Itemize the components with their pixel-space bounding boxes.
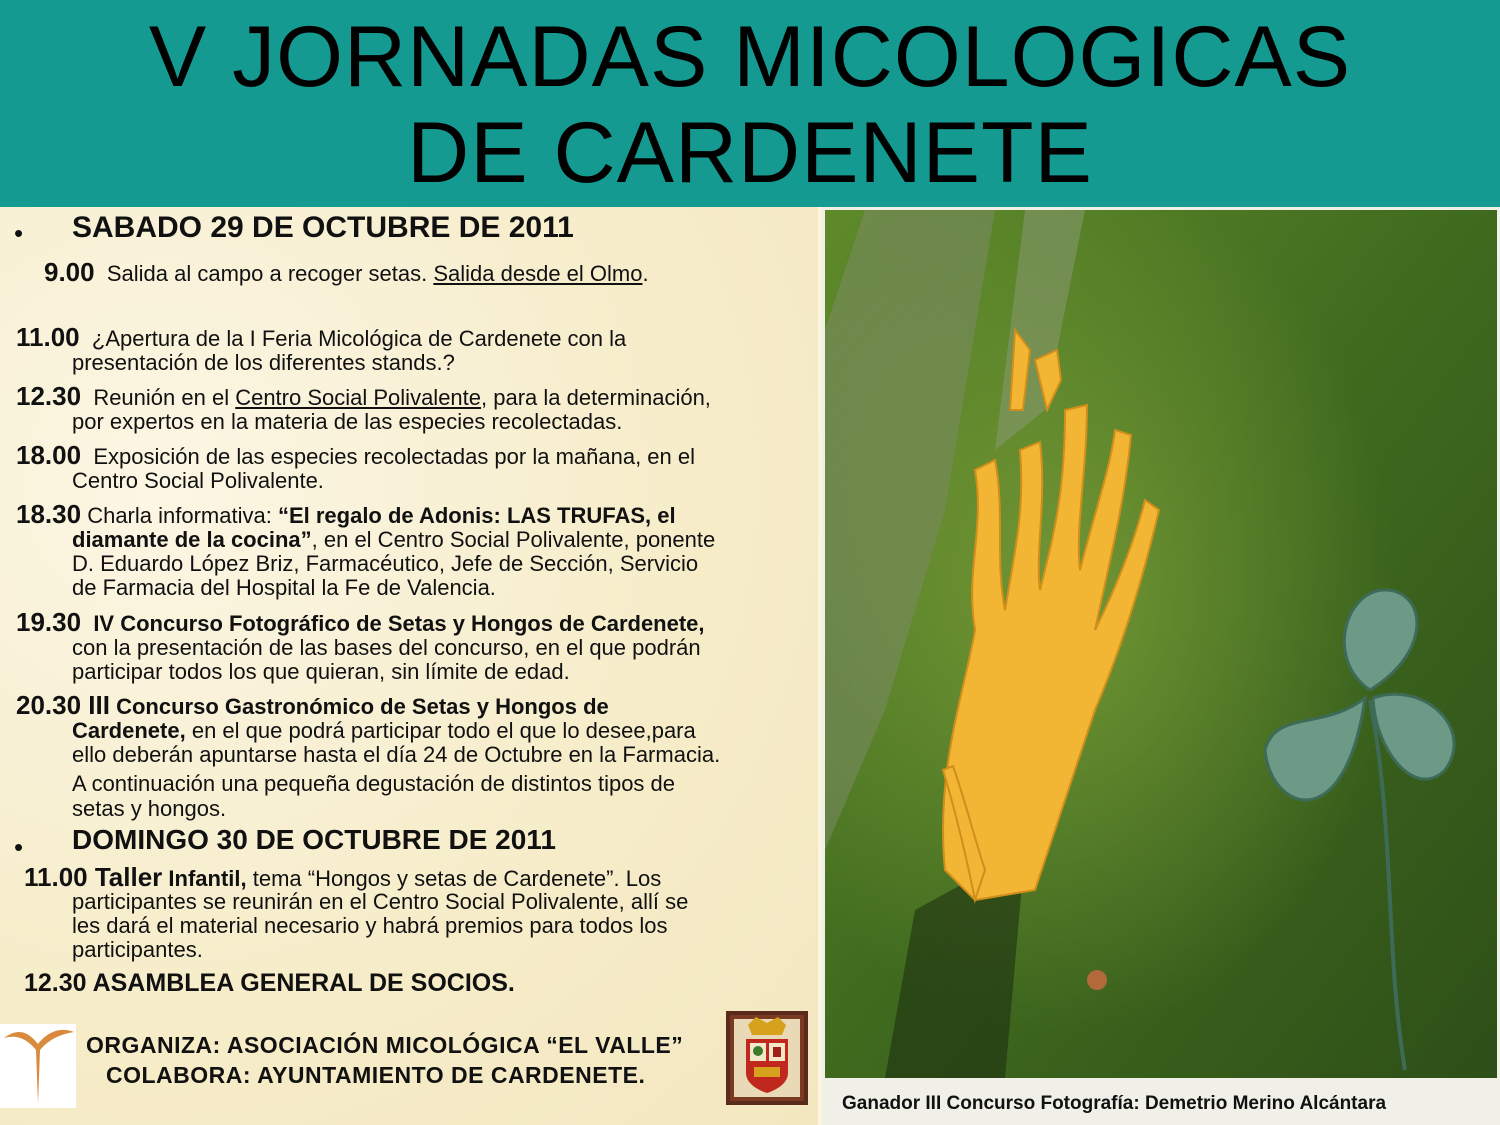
event-text-bold: diamante de la cocina”: [72, 527, 312, 552]
event-11-l2: presentación de los diferentes stands.?: [72, 350, 455, 375]
event-text-bold: IV Concurso Fotográfico de Setas y Hongos de Cardenete,: [93, 611, 705, 636]
event-1830-l3: D. Eduardo López Briz, Farmacéutico, Jefe de Sección, Servicio: [72, 551, 699, 576]
event-time: 9.00: [44, 257, 95, 287]
day1-heading: SABADO 29 DE OCTUBRE DE 2011: [72, 211, 574, 244]
event-time: 11.00 Taller: [24, 862, 163, 892]
event-time: 18.00: [16, 440, 82, 470]
event-link[interactable]: Centro Social Polivalente: [235, 385, 482, 410]
event-sun-11-l4: participantes.: [72, 937, 203, 962]
town-coat-of-arms: [726, 1011, 808, 1105]
event-1230-l2: por expertos en la materia de las especies recolectadas.: [72, 409, 623, 434]
event-11: [16, 322, 626, 353]
event-1830-l2: [72, 527, 715, 553]
event-1930: [16, 607, 705, 638]
event-text: Reunión en el: [93, 385, 236, 410]
event-link[interactable]: Salida desde el Olmo: [433, 261, 643, 286]
event-2030-l2: [72, 718, 696, 744]
event-text: en el que podrá participar todo el que lo desee,para: [185, 718, 696, 743]
event-2030-l4: A continuación una pequeña degustación de distintos tipos de: [72, 771, 676, 796]
event-9: [44, 257, 649, 288]
event-time: 20.30 III: [16, 690, 110, 720]
event-1230: [16, 381, 711, 412]
event-time: 18.30: [16, 499, 82, 529]
header-banner: [0, 0, 1500, 207]
colabora-line: COLABORA: AYUNTAMIENTO DE CARDENETE.: [106, 1062, 646, 1088]
photo-panel: [822, 207, 1500, 1125]
event-text: , en el Centro Social Polivalente, ponente: [311, 527, 716, 552]
page-title: V JORNADAS MICOLOGICAS DE CARDENETE: [148, 9, 1352, 201]
event-text: Exposición de las especies recolectadas por la mañana, en el: [93, 444, 696, 469]
bullet: •: [14, 218, 24, 248]
event-2030-l5: setas y hongos.: [72, 796, 227, 821]
event-text-bold: Infantil,: [168, 866, 247, 891]
photo-caption: Ganador III Concurso Fotografía: Demetrio Merino Alcántara: [842, 1093, 1387, 1114]
bullet: •: [14, 832, 24, 862]
event-text: tema “Hongos y setas de Cardenete”. Los: [246, 866, 662, 891]
event-time: 11.00: [16, 322, 80, 352]
event-1830-l4: de Farmacia del Hospital la Fe de Valencia.: [72, 575, 496, 600]
event-1930-l3: participar todos los que quieran, sin límite de edad.: [72, 659, 570, 684]
day2-heading: DOMINGO 30 DE OCTUBRE DE 2011: [72, 824, 556, 855]
mushroom-photo: [825, 210, 1497, 1078]
event-sun-11-l3: les dará el material necesario y habrá premios para todos los: [72, 913, 668, 938]
event-text-bold: Cardenete,: [72, 718, 186, 743]
association-logo: [0, 1024, 76, 1108]
event-text: , para la determinación,: [481, 385, 711, 410]
event-asamblea: 12.30 ASAMBLEA GENERAL DE SOCIOS.: [24, 969, 515, 997]
event-time: 12.30: [16, 381, 82, 411]
event-text: Charla informativa:: [87, 503, 278, 528]
event-2030-l3: ello deberán apuntarse hasta el día 24 de Octubre en la Farmacia.: [72, 742, 721, 767]
event-text: Salida al campo a recoger setas.: [106, 261, 434, 286]
event-1830: [16, 499, 676, 530]
event-1930-l2: con la presentación de las bases del concurso, en el que podrán: [72, 635, 701, 660]
organiza-line: ORGANIZA: ASOCIACIÓN MICOLÓGICA “EL VALLE”: [86, 1032, 684, 1058]
event-sun-11-l2: participantes se reunirán en el Centro Social Polivalente, allí se: [72, 889, 689, 914]
event-text-bold: Concurso Gastronómico de Setas y Hongos de: [116, 694, 609, 719]
event-time: 19.30: [16, 607, 82, 637]
event-2030: [16, 690, 609, 721]
event-text: ¿Apertura de la I Feria Micológica de Cardenete con la: [91, 326, 627, 351]
program-panel: [0, 207, 818, 1125]
event-18-l2: Centro Social Polivalente.: [72, 468, 324, 493]
event-text-end: .: [642, 261, 649, 286]
event-text-bold: “El regalo de Adonis: LAS TRUFAS, el: [277, 503, 676, 528]
event-18: [16, 440, 695, 471]
